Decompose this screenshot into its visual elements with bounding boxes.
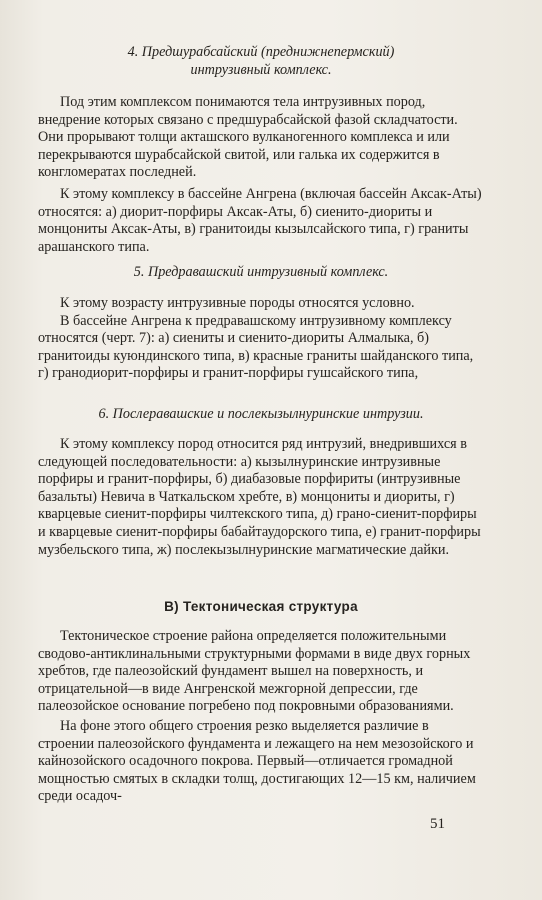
section-6-heading-text: 6. Послеравашские и послекызылнуринские интрузии. (98, 406, 424, 422)
section-4-heading (38, 44, 484, 79)
section-5-paragraph (38, 295, 484, 383)
section-5-heading-text: 5. Предравашский интрузивный комплекс. (133, 264, 389, 280)
tectonic-paragraph-1 (38, 628, 484, 716)
tectonic-paragraph-2 (38, 718, 484, 806)
page-number: 51 (430, 816, 445, 832)
paragraph-text: К этому комплексу пород относится ряд интрузий, внедрившихся в следующей последовательности: а) кызылнуринские интрузивные порфиры и гранит-порфиры, б) диабазовые порфириты (интрузивные базальты) Невича в Чаткальском хребте, в) монцониты и диориты, г) кварцевые сиенит-порфиры чилтекского типа, д) грано-сиенит-порфиры и кварцевые сиенит-порфиры бабайтаудорского типа, е) гранит-порфиры музбельского типа, ж) послекызылнуринские магматические дайки. (38, 436, 481, 558)
section-4-paragraph-1 (38, 94, 484, 182)
section-5-heading (38, 264, 484, 282)
section-4-heading-line2: интрузивный комплекс. (190, 61, 332, 78)
paragraph-text: В бассейне Ангрена к предравашскому интрузивному комплексу относятся (черт. 7): а) сиениты и сиенито-диориты Алмалыка, б) гранитоиды куюндинского типа, в) красные граниты шайданского типа, г) гранодиорит-порфиры и гранит-порфиры гушсайского типа, (38, 312, 474, 382)
paragraph-text: На фоне этого общего строения резко выделяется различие в строении палеозойского фундамента и лежащего на нем мезозойского и кайнозойского осадочного покрова. Первый—отличается громадной мощностью смятых в складки толщ, достигающих 12—15 км, наличием среди осадоч- (38, 718, 476, 805)
section-6-heading (38, 406, 484, 424)
paragraph-text: К этому возрасту интрузивные породы относятся условно. (60, 295, 415, 311)
paragraph-text: К этому комплексу в бассейне Ангрена (включая бассейн Аксак-Аты) относятся: а) диорит-порфиры Аксак-Аты, б) сиенито-диориты и монцониты Аксак-Аты, в) гранитоиды кызылсайского типа, г) граниты арашанского типа. (38, 186, 482, 255)
section-6-paragraph (38, 436, 484, 559)
section-4-paragraph-2 (38, 186, 484, 256)
paragraph-text: Тектоническое строение района определяется положительными сводово-антиклинальными структурными формами в виде двух горных хребтов, где палеозойский фундамент вышел на поверхность, и отрицательной—в виде Ангренской межгорной депрессии, где палеозойское основание погребено под покровными образованиями. (38, 628, 471, 715)
paragraph-text: Под этим комплексом понимаются тела интрузивных пород, внедрение которых связано с предшурабсайской фазой складчатости. Они прорывают толщи акташского вулканогенного комплекса и или перекрываются шурабсайской свитой, или галька их содержится в конгломератах последней. (38, 94, 458, 181)
section-b-title: В) Тектоническая структура (164, 599, 358, 614)
section-4-heading-line1: 4. Предшурабсайский (преднижнепермский) (127, 44, 395, 60)
